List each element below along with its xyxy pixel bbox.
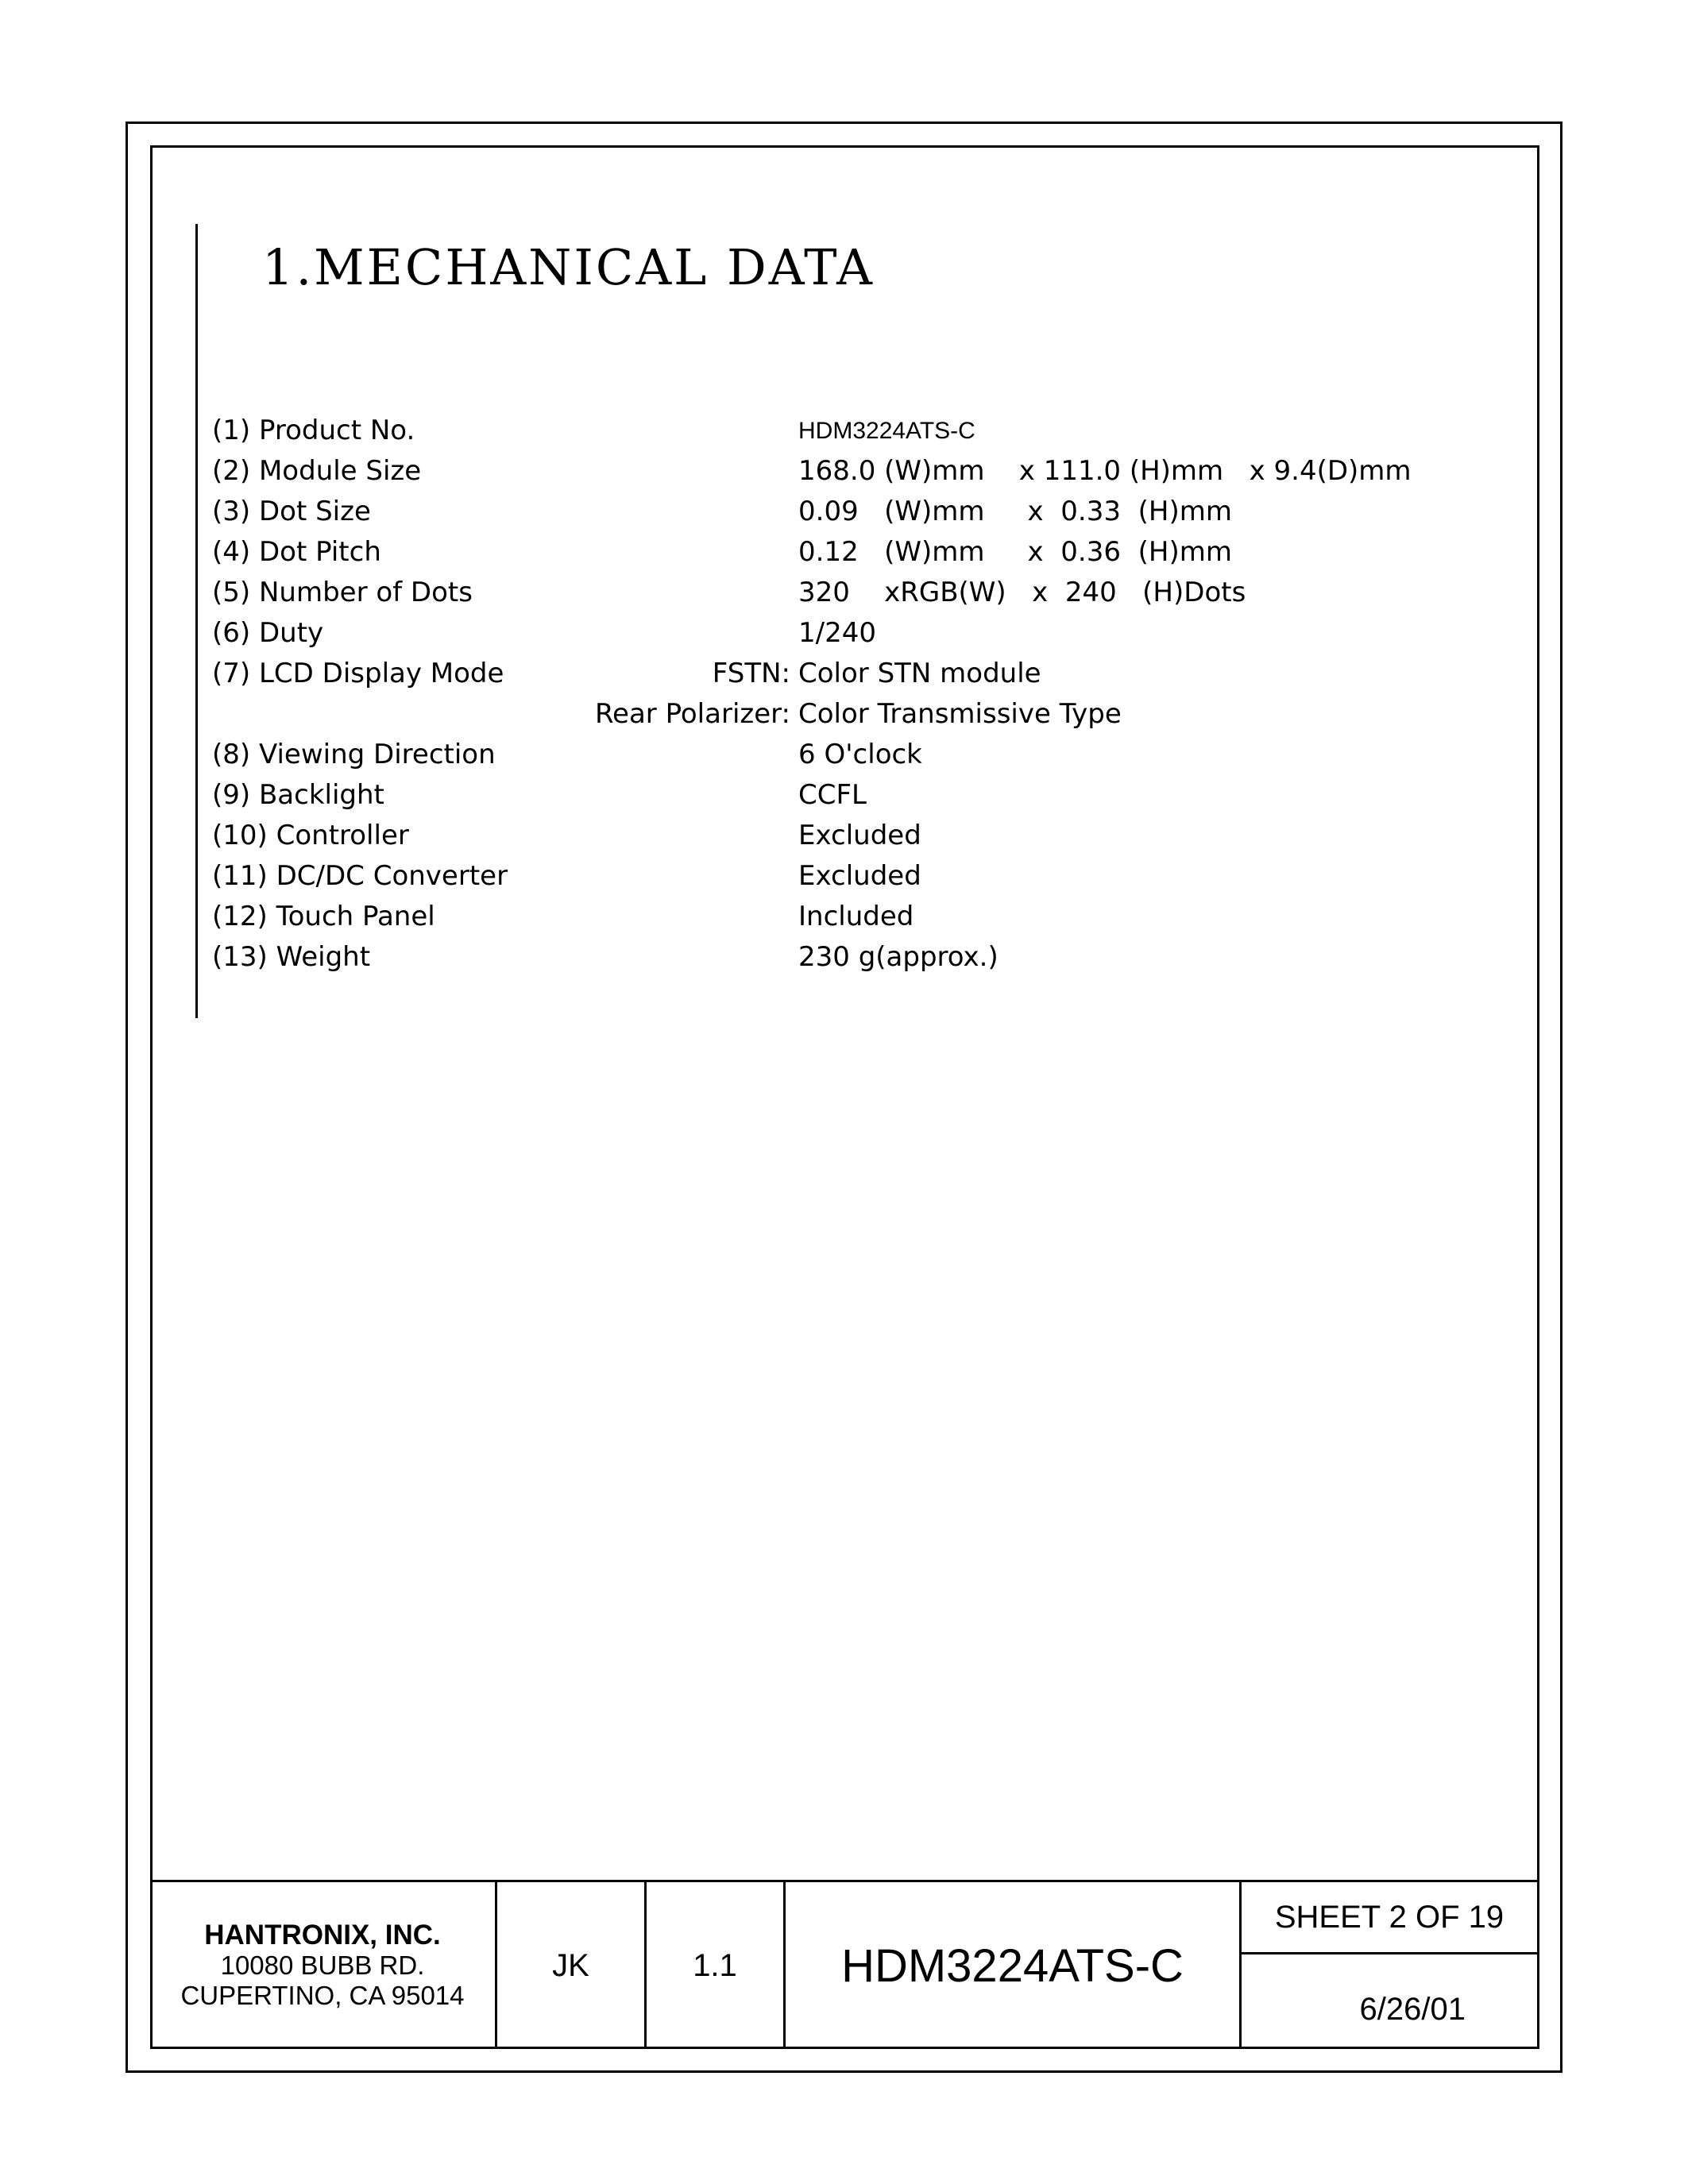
- spec-label: (11) DC/DC Converter: [212, 860, 508, 892]
- spec-sublabel: Rear Polarizer:: [594, 698, 790, 730]
- spec-row-weight: [0, 941, 1688, 982]
- spec-row-dot-pitch: [0, 536, 1688, 577]
- sheet-number-cell: SHEET 2 OF 19: [1242, 1882, 1537, 1954]
- spec-label: (4) Dot Pitch: [212, 536, 381, 568]
- spec-row-module-size: [0, 455, 1688, 496]
- spec-value: CCFL: [798, 779, 867, 811]
- spec-row-number-of-dots: [0, 577, 1688, 618]
- company-address-line2: CUPERTINO, CA 95014: [180, 1981, 465, 2010]
- spec-value: Color Transmissive Type: [798, 698, 1122, 730]
- spec-label: (1) Product No.: [212, 415, 415, 446]
- revision-cell: 1.1: [647, 1882, 786, 2049]
- spec-sublabel: FSTN:: [712, 658, 790, 689]
- spec-value: HDM3224ATS-C: [798, 418, 975, 444]
- spec-value: 6 O'clock: [798, 739, 922, 770]
- section-title: 1.MECHANICAL DATA: [262, 238, 875, 296]
- spec-value: Included: [798, 901, 914, 932]
- spec-label: (9) Backlight: [212, 779, 384, 811]
- spec-value: 0.09 (W)mm x 0.33 (H)mm: [798, 496, 1232, 527]
- spec-row-backlight: [0, 779, 1688, 820]
- drawn-by-cell: JK: [497, 1882, 647, 2049]
- spec-value: 1/240: [798, 617, 876, 649]
- spec-row-touch-panel: [0, 901, 1688, 942]
- spec-value: Excluded: [798, 820, 921, 851]
- spec-label: (2) Module Size: [212, 455, 422, 487]
- spec-row-controller: [0, 820, 1688, 861]
- spec-row-duty: [0, 617, 1688, 658]
- spec-label: (6) Duty: [212, 617, 324, 649]
- spec-row-dot-size: [0, 496, 1688, 537]
- spec-row-product-no: [0, 415, 1688, 456]
- spec-label: (12) Touch Panel: [212, 901, 435, 932]
- spec-row-rear-polarizer: [0, 698, 1688, 739]
- spec-label: (13) Weight: [212, 941, 371, 973]
- spec-label: (5) Number of Dots: [212, 577, 473, 608]
- spec-value: 0.12 (W)mm x 0.36 (H)mm: [798, 536, 1232, 568]
- spec-value: Color STN module: [798, 658, 1041, 689]
- title-block: [150, 1880, 1539, 2049]
- spec-value: 168.0 (W)mm x 111.0 (H)mm x 9.4(D)mm: [798, 455, 1412, 487]
- spec-row-display-mode: [0, 658, 1688, 699]
- spec-row-dcdc-converter: [0, 860, 1688, 901]
- company-cell: [150, 1882, 497, 2049]
- spec-value: 230 g(approx.): [798, 941, 999, 973]
- spec-value: Excluded: [798, 860, 921, 892]
- date-cell: 6/26/01: [1359, 1992, 1466, 2027]
- spec-label: (10) Controller: [212, 820, 409, 851]
- spec-label: (8) Viewing Direction: [212, 739, 496, 770]
- spec-row-viewing-direction: [0, 739, 1688, 780]
- part-number-cell: HDM3224ATS-C: [786, 1882, 1242, 2049]
- company-name: HANTRONIX, INC.: [204, 1920, 441, 1951]
- spec-value: 320 xRGB(W) x 240 (H)Dots: [798, 577, 1246, 608]
- spec-label: (3) Dot Size: [212, 496, 371, 527]
- spec-label: (7) LCD Display Mode: [212, 658, 504, 689]
- company-address-line1: 10080 BUBB RD.: [220, 1951, 425, 1980]
